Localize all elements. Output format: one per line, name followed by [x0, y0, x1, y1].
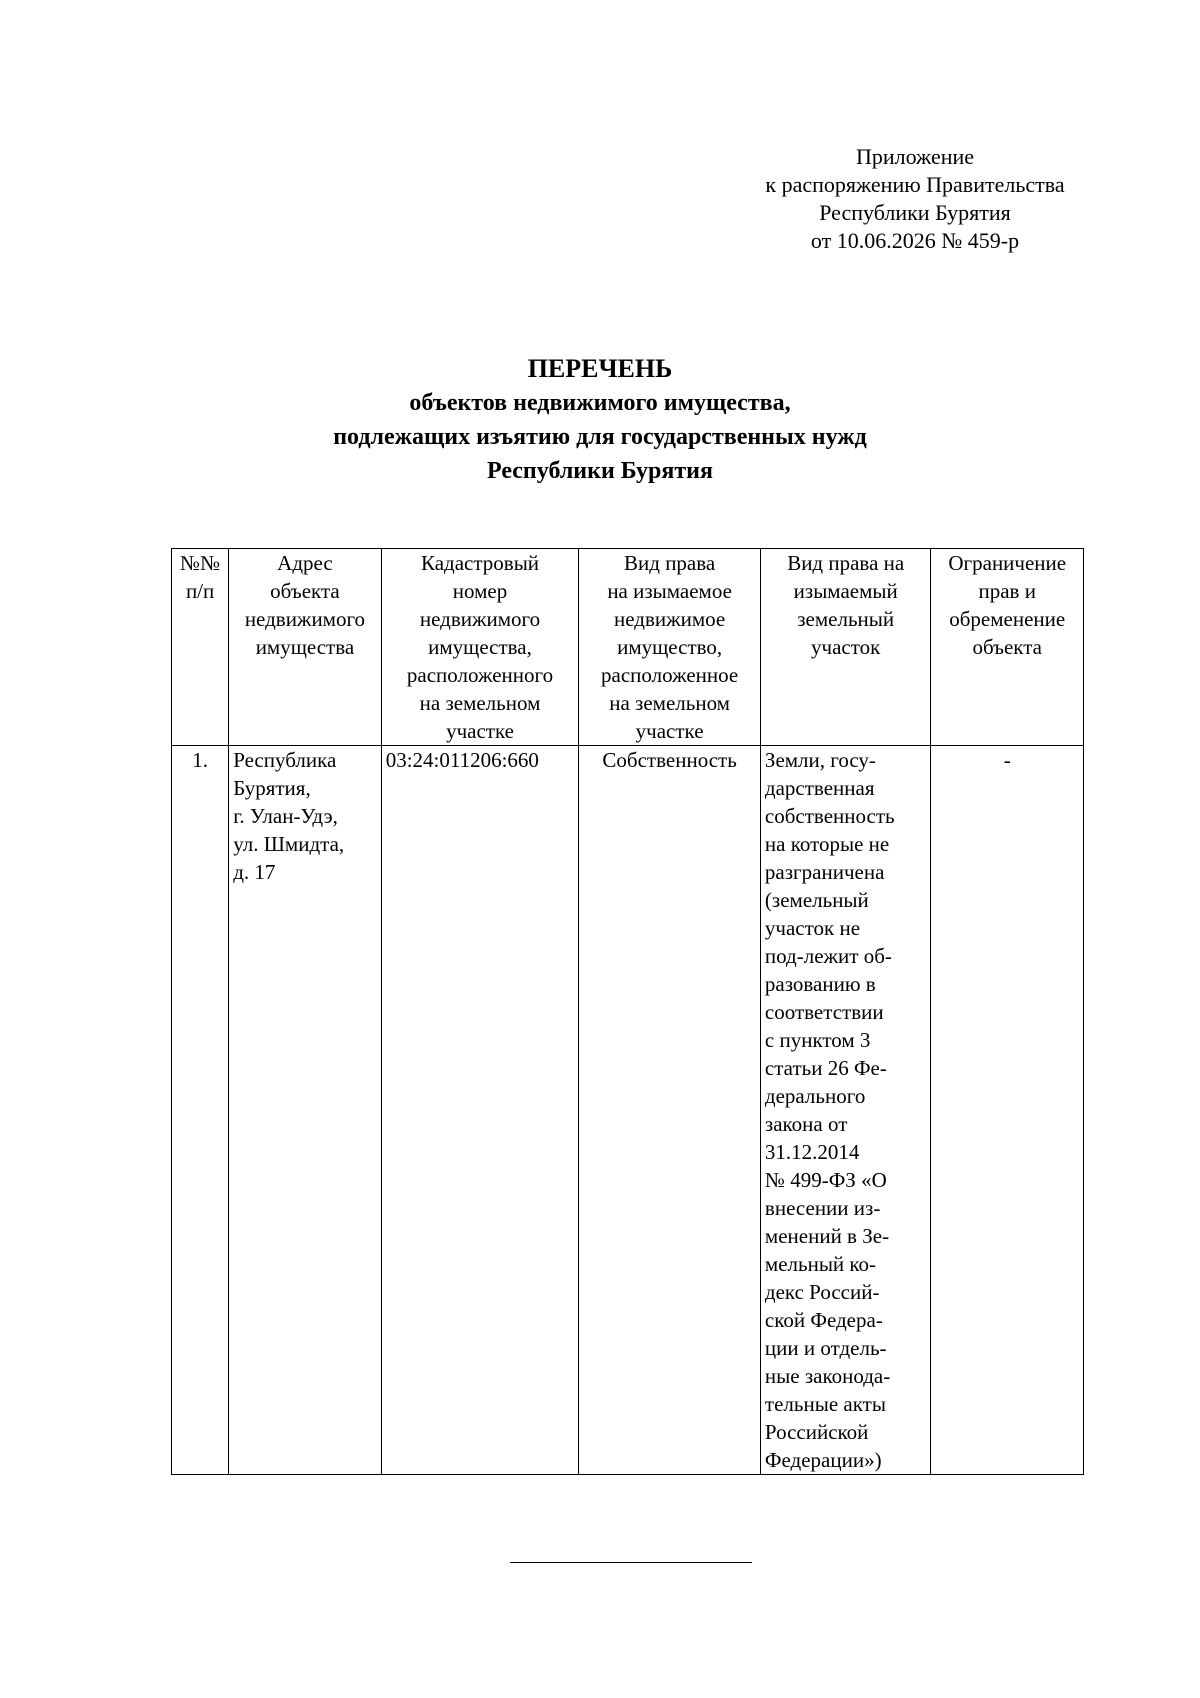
- cell-text-line: ской Федера-: [764, 1308, 883, 1332]
- cell-text-line: на изымаемое: [607, 579, 732, 603]
- cell-text-line: имущества: [255, 635, 355, 659]
- header-land-right: [760, 549, 931, 746]
- cell-limitation: -: [931, 746, 1084, 1475]
- table-row: [172, 746, 1084, 1475]
- cell-text-line: ции и отдель-: [764, 1336, 887, 1360]
- cell-text-line: недвижимое: [614, 607, 726, 631]
- cell-text-line: менений в Зе-: [764, 1224, 890, 1248]
- cell-cadastral-number: 03:24:011206:660: [381, 746, 579, 1475]
- property-table: [171, 548, 1084, 1475]
- cell-text-line: собственность: [764, 804, 895, 828]
- header-cadastral-number: [381, 549, 579, 746]
- cell-text-line: Ограничение: [948, 551, 1067, 575]
- cell-text-line: г. Улан-Удэ,: [233, 804, 338, 828]
- cell-text-line: № 499-ФЗ «О: [764, 1168, 887, 1192]
- cell-text-line: недвижимого: [419, 607, 541, 631]
- appendix-line: от 10.06.2026 № 459-р: [810, 228, 1020, 253]
- cell-address: [229, 746, 382, 1475]
- cell-text-line: д. 17: [233, 860, 276, 884]
- cell-text-line: участке: [446, 719, 514, 743]
- cell-text-line: под-лежит об-: [764, 944, 892, 968]
- cell-text-line: Адрес: [277, 551, 333, 575]
- appendix-header: [700, 143, 1130, 255]
- title-line: подлежащих изъятию для государственных нужд: [333, 424, 867, 450]
- cell-text-line: прав и: [978, 579, 1036, 603]
- cell-text-line: №№: [180, 551, 221, 575]
- table-header-row: [172, 549, 1084, 746]
- cell-land-right: [760, 746, 931, 1475]
- cell-text-line: статьи 26 Фе-: [764, 1056, 887, 1080]
- cell-text-line: внесении из-: [764, 1196, 881, 1220]
- cell-text-line: Российской: [764, 1420, 869, 1444]
- cell-text-line: Кадастровый: [420, 551, 540, 575]
- document-title: [150, 352, 1050, 488]
- cell-text-line: недвижимого: [244, 607, 366, 631]
- cell-text-line: соответствии: [764, 1000, 884, 1024]
- cell-text-line: объекта: [270, 579, 340, 603]
- cell-text-line: объекта: [972, 635, 1042, 659]
- title-main: ПЕРЕЧЕНЬ: [527, 354, 673, 383]
- cell-text-line: земельный: [797, 607, 895, 631]
- cell-text-line: дарственная: [764, 776, 875, 800]
- cell-text-line: 31.12.2014: [764, 1140, 860, 1164]
- appendix-line: к распоряжению Правительства: [765, 172, 1065, 197]
- cell-text-line: тельные акты: [764, 1392, 886, 1416]
- cell-text-line: Республика: [233, 748, 337, 772]
- appendix-line: Республики Бурятия: [819, 200, 1011, 225]
- cell-text-line: участке: [635, 719, 704, 743]
- cell-text-line: Земли, госу-: [764, 748, 876, 772]
- cell-text-line: мельный ко-: [764, 1252, 877, 1276]
- footer-divider: [510, 1562, 752, 1563]
- cell-text-line: разграничена: [764, 860, 885, 884]
- cell-text-line: п/п: [185, 579, 215, 603]
- cell-text-line: на земельном: [419, 691, 541, 715]
- appendix-line: Приложение: [855, 144, 975, 169]
- cell-text-line: на земельном: [609, 691, 730, 715]
- header-number: [172, 549, 229, 746]
- cell-text-line: участок не: [764, 916, 861, 940]
- cell-text-line: с пунктом 3: [764, 1028, 871, 1052]
- cell-text-line: ул. Шмидта,: [233, 832, 345, 856]
- cell-text-line: расположенное: [601, 663, 739, 687]
- cell-text-line: Вид права: [624, 551, 716, 575]
- header-address: [229, 549, 382, 746]
- header-limitation: [931, 549, 1084, 746]
- title-line: Республики Бурятия: [486, 458, 713, 484]
- cell-text-line: ные законода-: [764, 1364, 891, 1388]
- cell-text-line: декс Россий-: [764, 1280, 880, 1304]
- header-property-right: [579, 549, 761, 746]
- cell-number: 1.: [172, 746, 229, 1475]
- cell-text-line: Бурятия,: [233, 776, 311, 800]
- cell-property-right: Собственность: [579, 746, 761, 1475]
- cell-text-line: имущества,: [428, 635, 532, 659]
- cell-text-line: (земельный: [764, 888, 869, 912]
- cell-text-line: расположенного: [406, 663, 554, 687]
- cell-text-line: изымаемый: [793, 579, 898, 603]
- cell-text-line: Федерации»): [764, 1448, 882, 1472]
- cell-text-line: обременение: [949, 607, 1066, 631]
- cell-text-line: дерального: [764, 1084, 866, 1108]
- cell-text-line: имущество,: [617, 635, 723, 659]
- cell-text-line: участок: [811, 635, 881, 659]
- cell-text-line: на которые не: [764, 832, 890, 856]
- title-line: объектов недвижимого имущества,: [409, 390, 791, 416]
- cell-text-line: Вид права на: [787, 551, 905, 575]
- cell-text-line: номер: [452, 579, 508, 603]
- cell-text-line: закона от: [764, 1112, 848, 1136]
- cell-text-line: разованию в: [764, 972, 876, 996]
